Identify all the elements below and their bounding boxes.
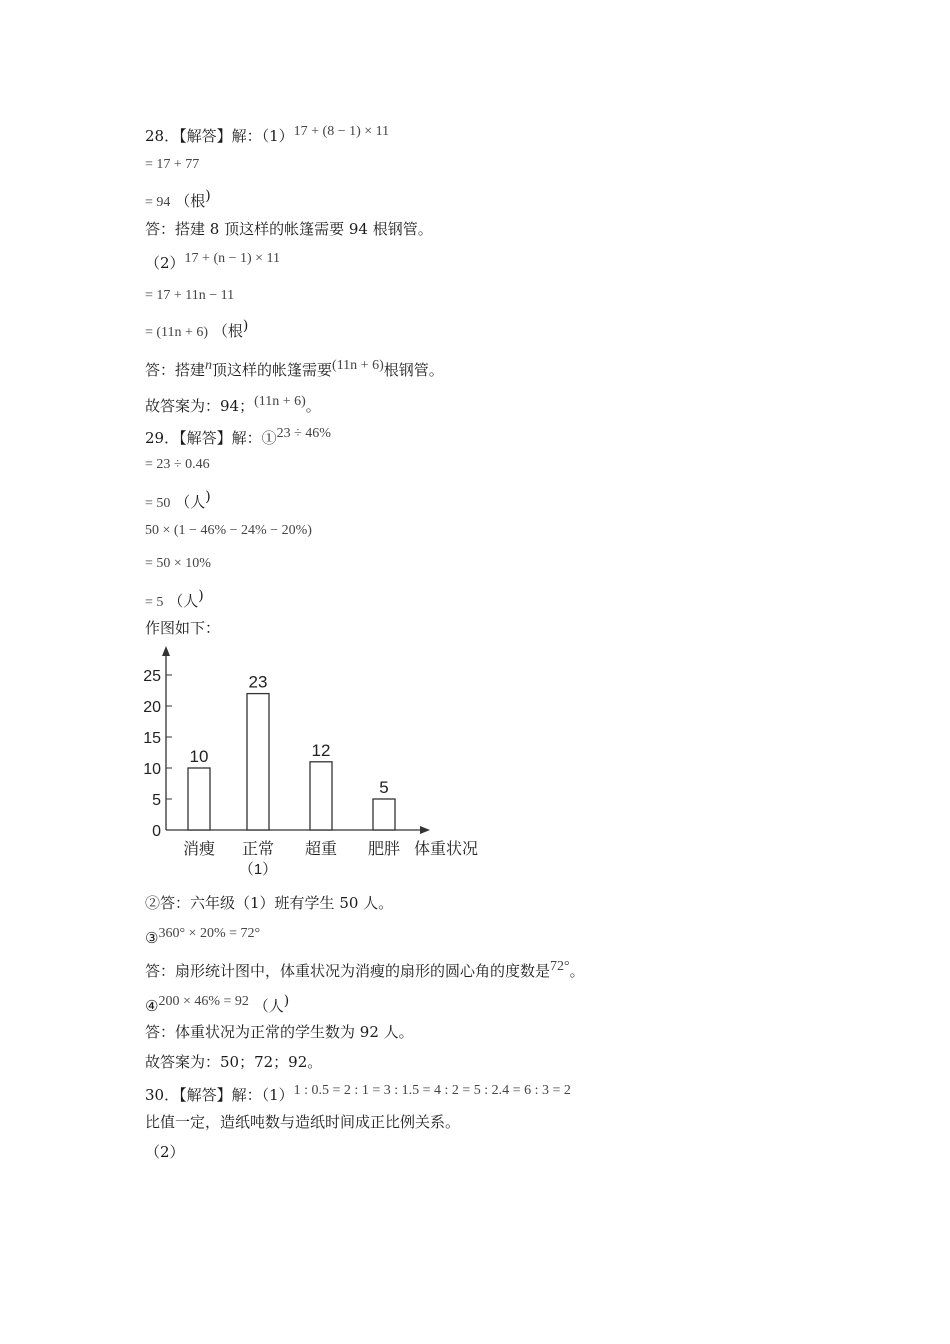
bar-3 (310, 762, 332, 830)
q30-part-2-label: （2） (145, 1143, 185, 1161)
q28-heading-line (145, 122, 389, 146)
q29-part-4-expression: 200 × 46% = 92 (158, 994, 249, 1009)
bar-2 (247, 694, 269, 830)
q29-step-4-line: = 5 （人) (145, 588, 204, 610)
bar-data-label: 12 (311, 740, 331, 760)
q29-heading-line (145, 424, 331, 448)
q29-answer-2: ②答：六年级（1）班有学生 50 人。 (145, 894, 394, 912)
q29-part-3-expression: 360° × 20% = 72° (158, 926, 261, 941)
chart-y-ticks (143, 668, 172, 840)
q28-step-4: = (11n + 6) (145, 325, 209, 340)
y-tick-label: 20 (143, 699, 161, 716)
q29-part-4-label: ④ (145, 997, 159, 1015)
q29-answer-3: 答：扇形统计图中，体重状况为消瘦的扇形的圆心角的度数是72°。 (145, 959, 585, 980)
q28-expression-2: 17 + (n − 1) × 11 (184, 251, 281, 266)
q29-part-4-line: ④200 × 46% = 92 （人) (145, 993, 290, 1015)
bar-data-label: 5 (379, 778, 389, 797)
q28-step-2-line: = 94 （根) (145, 188, 211, 210)
q28-step-4-line: = (11n + 6) （根) (145, 318, 249, 340)
x-axis-arrow (420, 826, 430, 834)
y-tick-label: 15 (143, 730, 161, 747)
y-tick-label: 5 (152, 792, 161, 809)
q29-final-answer: 故答案为：50；72；92。 (145, 1053, 323, 1071)
q29-step-2-line: = 50 （人) (145, 489, 211, 511)
q28-heading: 28．【解答】解：（1） (145, 127, 294, 145)
y-axis-arrow (162, 646, 170, 656)
q30-heading: 30．【解答】解：（1） (145, 1086, 294, 1104)
q30-ratio-expression: 1 : 0.5 = 2 : 1 = 3 : 1.5 = 4 : 2 = 5 : 2.4 = 6 : 3 = 2 (293, 1083, 571, 1098)
y-tick-label: 10 (143, 761, 161, 778)
q29-draw-intro: 作图如下： (145, 619, 221, 637)
chart-subtitle: （1） (238, 861, 278, 878)
q29-expression-2: 50 × (1 − 46% − 24% − 20%) (145, 523, 312, 538)
q29-part-3-line (145, 924, 260, 948)
q29-answer-4: 答：体重状况为正常的学生数为 92 人。 (145, 1023, 414, 1041)
q29-step-3: = 50 × 10% (145, 556, 211, 571)
q29-expression-1: 23 ÷ 46% (276, 426, 331, 441)
weight-status-bar-chart (140, 640, 500, 880)
q28-step-1: = 17 + 77 (145, 157, 200, 172)
q28-answer-2: 答：搭建n顶这样的帐篷需要(11n + 6)根钢管。 (145, 358, 444, 379)
q28-unit-root: （根 (175, 192, 206, 210)
q30-heading-line (145, 1081, 571, 1105)
bar-1 (188, 768, 210, 830)
q28-part-2-label: （2） (145, 254, 185, 272)
q28-expression-1: 17 + (8 − 1) × 11 (293, 124, 390, 139)
bar-data-label: 23 (248, 672, 268, 692)
q29-heading: 29．【解答】解：① (145, 429, 277, 447)
q28-final-answer: 故答案为：94；(11n + 6)。 (145, 394, 321, 415)
bar-4 (373, 799, 395, 830)
y-tick-label: 0 (152, 823, 161, 840)
q29-part-3-label: ③ (145, 929, 159, 947)
category-label: 超重 (304, 841, 338, 858)
category-label: 消瘦 (182, 841, 216, 858)
q28-step-3: = 17 + 11n − 11 (145, 288, 235, 303)
category-label: 正常 (241, 841, 275, 858)
q28-answer-1: 答：搭建 8 顶这样的帐篷需要 94 根钢管。 (145, 220, 433, 238)
x-axis-label: 体重状况 (414, 841, 479, 858)
q28-step-2: = 94 (145, 195, 171, 210)
q28-part-2-line (145, 249, 280, 273)
category-label: 肥胖 (367, 841, 401, 858)
chart-bars (188, 694, 395, 830)
q29-step-1: = 23 ÷ 0.46 (145, 457, 210, 472)
y-tick-label: 25 (143, 668, 161, 685)
bar-data-label: 10 (189, 747, 209, 766)
q30-conclusion: 比值一定，造纸吨数与造纸时间成正比例关系。 (145, 1113, 461, 1131)
